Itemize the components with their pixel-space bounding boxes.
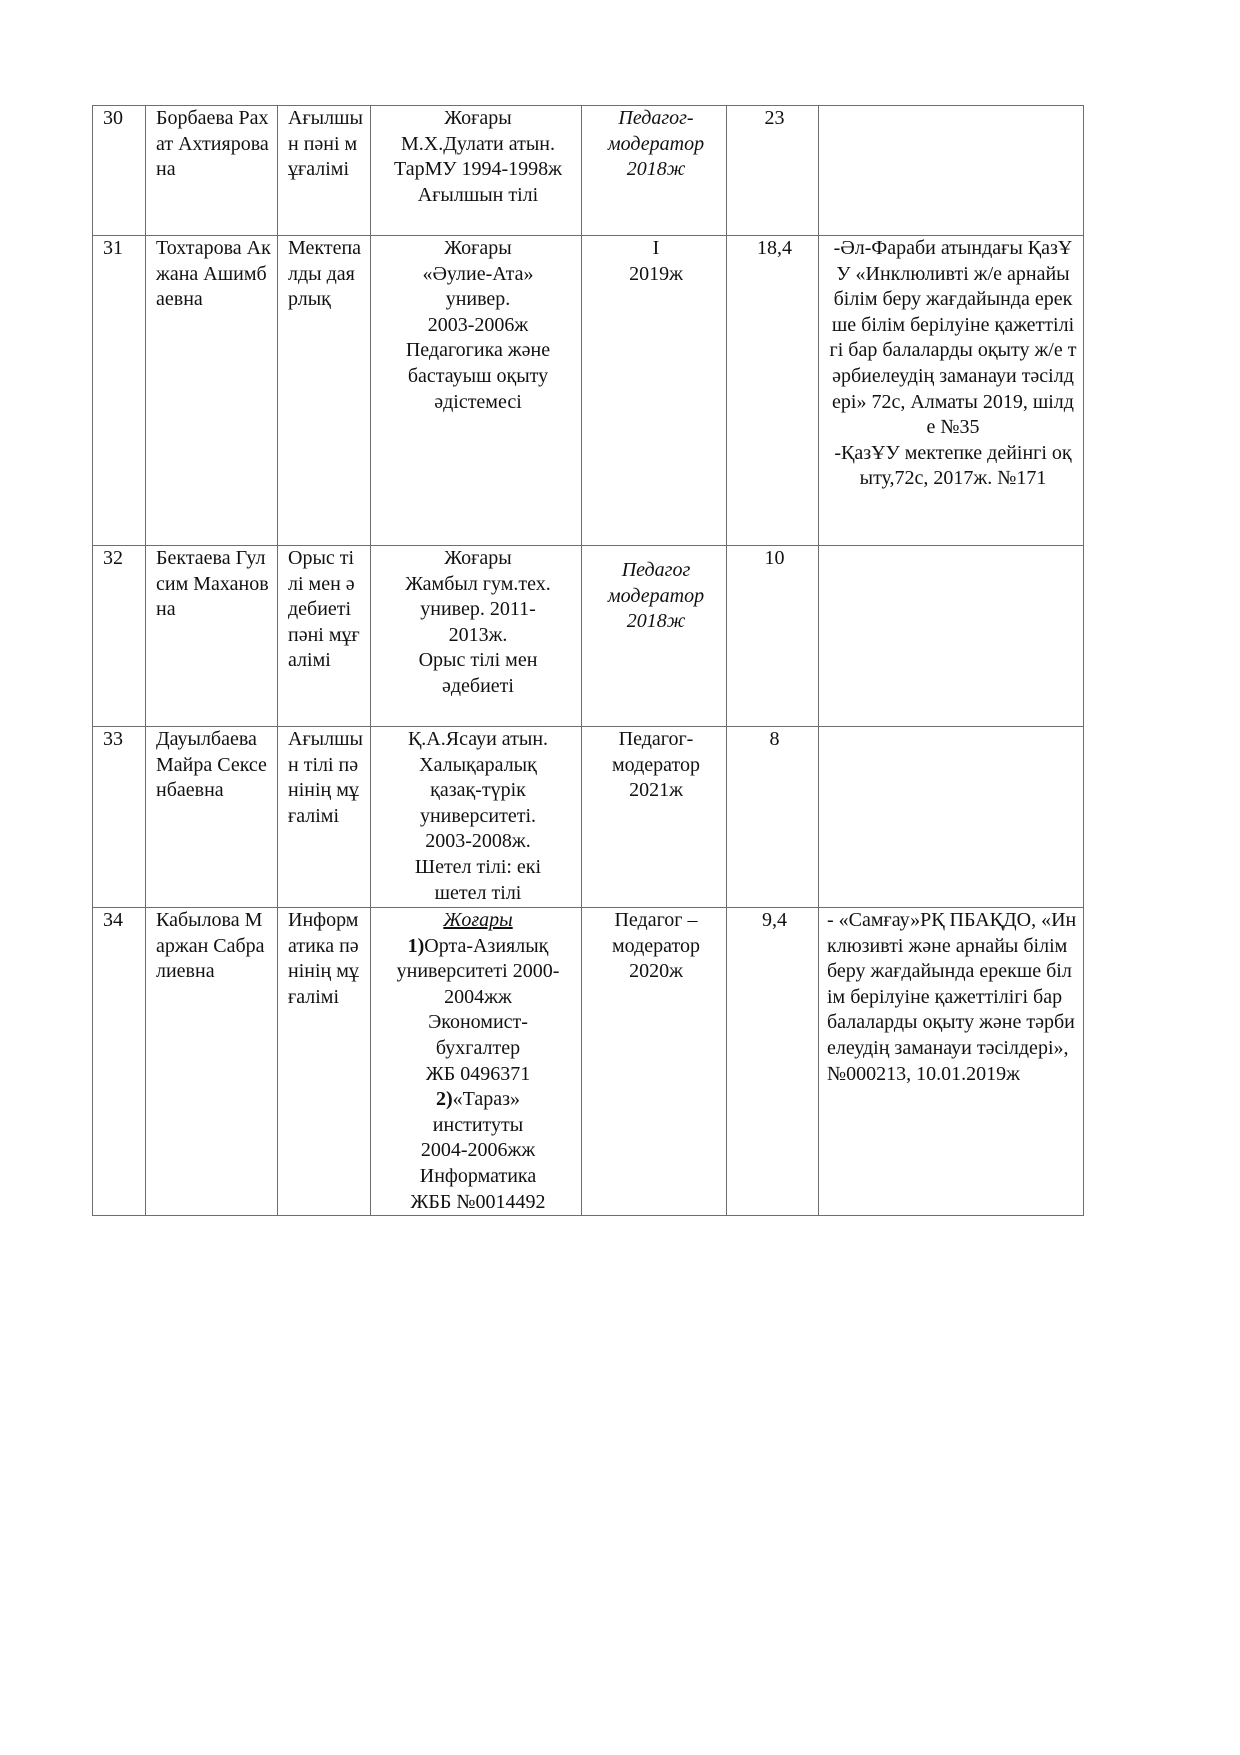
education-line: Педагогика және	[405, 339, 551, 362]
category-line: 2019ж	[629, 262, 683, 285]
education-line: Жоғары	[444, 237, 512, 259]
education-entry-1	[381, 934, 575, 960]
staff-table	[92, 105, 1084, 1216]
education-line: Қ.А.Ясауи атын.	[407, 728, 549, 750]
education-line: универ.	[445, 288, 511, 311]
subject-cell: Ағылшын пәні мұғалімі	[278, 106, 371, 236]
education-line: ЖБ 0496371	[425, 1062, 531, 1085]
education-line: ТарМУ 1994-1998ж	[393, 158, 563, 181]
row-number: 34	[93, 908, 146, 1216]
category-cell	[582, 727, 727, 908]
education-line: Шетел тілі: екі	[414, 855, 542, 878]
education-line: 2013ж.	[448, 623, 508, 646]
education-line: әдебиеті	[442, 674, 514, 697]
education-line: шетел тілі	[434, 881, 522, 904]
teacher-name: Кабылова Маржан Сабралиевна	[146, 908, 278, 1216]
category-line: 2021ж	[629, 779, 683, 802]
education-line: Халықаралық	[419, 753, 537, 776]
courses-cell	[819, 727, 1084, 908]
course-entry: -ҚазҰУ мектепке дейінгі оқыту,72с, 2017ж. №171	[834, 441, 1072, 490]
subject-cell: Информатика пәнінің мұғалімі	[278, 908, 371, 1216]
row-number: 31	[93, 236, 146, 546]
category-line: Педагог-	[618, 728, 694, 750]
teacher-name: Тохтарова Акжана Ашимбаевна	[146, 236, 278, 546]
teacher-name: Бектаева Гулсим Махановна	[146, 546, 278, 727]
education-line: универ. 2011-	[420, 598, 536, 621]
subject-cell: Мектепалды даярлық	[278, 236, 371, 546]
experience-cell: 10	[727, 546, 819, 727]
category-line: Педагог	[621, 559, 691, 581]
category-line: Педагог-	[618, 107, 694, 129]
course-entry: -Әл-Фараби атындағы ҚазҰУ «Инклюливті ж/е арнайы білім беру жағдайында ерекше білім берілуіне қажеттілігі бар балаларды оқыту ж/е тәрбиелеудің заманауи тәсілдері» 72с, Алматы 2019, шілде №35	[829, 237, 1077, 439]
education-line: Орыс тілі мен	[418, 649, 538, 672]
education-line: Жамбыл гум.тех.	[405, 572, 551, 595]
education-line: Ағылшын тілі	[417, 183, 539, 206]
experience-cell: 18,4	[727, 236, 819, 546]
table-row	[93, 236, 1084, 546]
category-cell	[582, 236, 727, 546]
row-number: 32	[93, 546, 146, 727]
teacher-name: Борбаева Рахат Ахтиярована	[146, 106, 278, 236]
education-line: Информатика	[419, 1164, 537, 1187]
education-line: Экономист-	[428, 1011, 528, 1034]
category-line: 2020ж	[629, 960, 683, 983]
education-heading: Жоғары	[443, 909, 513, 931]
row-number: 33	[93, 727, 146, 908]
experience-cell: 9,4	[727, 908, 819, 1216]
category-cell	[582, 546, 727, 727]
teacher-name: Дауылбаева Майра Сексенбаевна	[146, 727, 278, 908]
category-line: 2018ж	[626, 610, 686, 633]
category-line: І	[652, 237, 660, 259]
education-line: бухгалтер	[435, 1036, 521, 1059]
education-line: 2003-2006ж	[427, 313, 529, 336]
education-line: университеті.	[419, 804, 537, 827]
subject-cell: Ағылшын тілі пәнінің мұғалімі	[278, 727, 371, 908]
education-line: 2004-2006жж	[420, 1139, 536, 1162]
category-line: модератор	[612, 753, 700, 776]
category-line: модератор	[612, 934, 700, 957]
education-cell	[371, 106, 582, 236]
education-line: «Әулие-Ата»	[422, 262, 534, 285]
education-line: «Тараз»	[452, 1088, 521, 1111]
courses-cell	[819, 236, 1084, 546]
education-line: 2003-2008ж.	[425, 830, 531, 853]
experience-cell: 23	[727, 106, 819, 236]
education-line: ЖББ №0014492	[410, 1190, 546, 1213]
education-cell	[371, 546, 582, 727]
category-line: модератор	[607, 132, 705, 155]
table-row	[93, 546, 1084, 727]
category-line: модератор	[607, 584, 705, 607]
category-cell	[582, 106, 727, 236]
education-cell	[371, 727, 582, 908]
education-cell	[371, 908, 582, 1216]
education-entry-2	[381, 1087, 575, 1113]
entry-marker: 1)	[407, 934, 425, 957]
entry-marker: 2)	[435, 1088, 453, 1111]
education-line: бастауыш оқыту	[407, 364, 549, 387]
education-line: Орта-Азиялық	[424, 934, 549, 957]
table-row	[93, 106, 1084, 236]
subject-cell: Орыс тілі мен әдебиеті пәні мұғалімі	[278, 546, 371, 727]
courses-cell: - «Самғау»РҚ ПБАҚДО, «Инклюзивті және арнайы білім беру жағдайында ерекше білім берілуіне қажеттілігі бар балаларды оқыту және тәрбиелеудің заманауи тәсілдері», №000213, 10.01.2019ж	[819, 908, 1084, 1216]
courses-cell	[819, 546, 1084, 727]
education-line: университеті 2000-	[396, 960, 560, 983]
courses-cell	[819, 106, 1084, 236]
education-line: М.Х.Дулати атын.	[400, 132, 555, 155]
education-line: институты	[432, 1113, 524, 1136]
experience-cell: 8	[727, 727, 819, 908]
education-line: әдістемесі	[434, 390, 522, 413]
table-row	[93, 727, 1084, 908]
category-line: Педагог –	[614, 909, 698, 931]
education-line: Жоғары	[444, 107, 512, 129]
category-cell	[582, 908, 727, 1216]
education-line: 2004жж	[444, 985, 512, 1008]
table-row	[93, 908, 1084, 1216]
education-line: қазақ-түрік	[430, 779, 526, 802]
row-number: 30	[93, 106, 146, 236]
education-line: Жоғары	[444, 547, 512, 569]
category-line: 2018ж	[626, 158, 686, 181]
education-cell	[371, 236, 582, 546]
